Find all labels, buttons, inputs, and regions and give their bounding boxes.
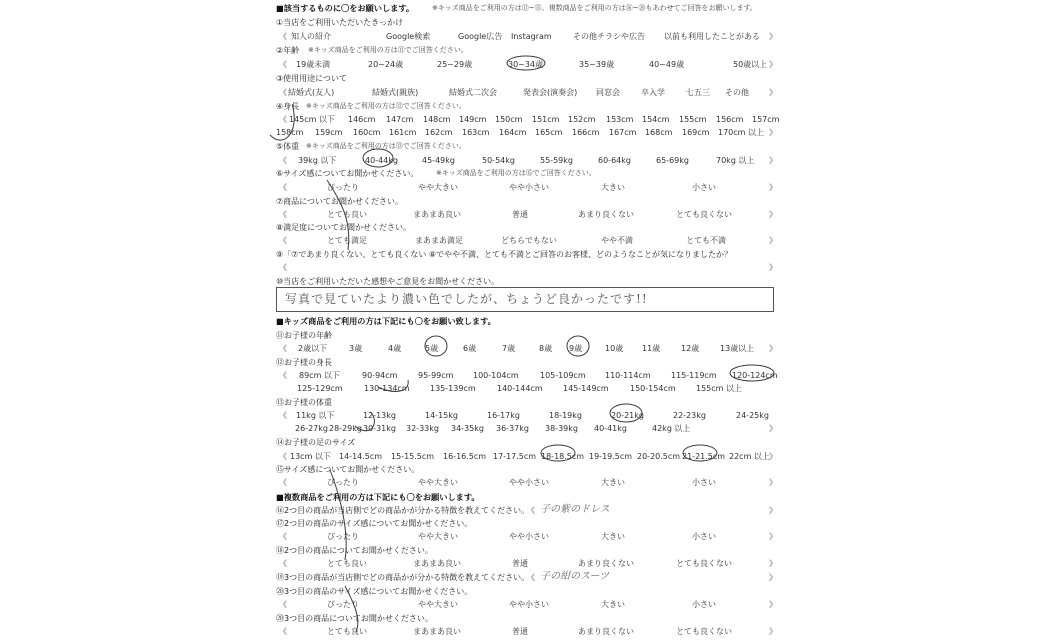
answer-option[interactable]: ぴったり	[327, 532, 359, 541]
comment-answer: 写真で見ていたより濃い色でしたが、ちょうど良かったです!!	[285, 292, 648, 306]
answer-option[interactable]: 38-39kg	[545, 424, 578, 433]
answer-option[interactable]: やや大きい	[418, 183, 458, 192]
answer-option[interactable]: 169cm	[682, 128, 710, 137]
bracket-open: 《	[279, 627, 287, 636]
answer-option[interactable]: やや小さい	[509, 478, 549, 487]
bracket-open: 《	[279, 115, 287, 124]
answer-option[interactable]: 17-17.5cm	[493, 452, 537, 461]
answer-option[interactable]: 158cm	[276, 128, 304, 137]
bracket-close: 》	[769, 627, 777, 636]
answer-option[interactable]: どちらでもない	[501, 236, 557, 245]
answer-option[interactable]: 7歳	[502, 344, 516, 353]
q18-options-row	[0, 557, 1060, 570]
q9-answer-row	[0, 261, 1060, 274]
answer-option[interactable]: やや小さい	[509, 532, 549, 541]
bracket-open: 《	[279, 344, 287, 353]
bracket-close: 》	[769, 573, 777, 582]
answer-option[interactable]: あまり良くない	[578, 559, 634, 568]
answer-option[interactable]: 19歳未満	[296, 60, 331, 69]
bracket-open: 《	[279, 183, 287, 192]
answer-option[interactable]: まあまあ良い	[413, 559, 461, 568]
answer-option[interactable]: 148cm	[423, 115, 451, 124]
bracket-close: 》	[769, 600, 777, 609]
answer-option[interactable]: 159cm	[315, 128, 343, 137]
answer-option[interactable]: 大きい	[601, 478, 625, 487]
section-title: ■複数商品をご利用の方は下記にも〇をお願いします。	[276, 492, 480, 502]
q16-row	[0, 504, 1060, 517]
answer-option[interactable]: 155cm 以上	[696, 384, 743, 393]
answer-option[interactable]: 153cm	[606, 115, 634, 124]
bracket-open: 《	[279, 236, 287, 245]
question-note: ※キッズ商品をご利用の方は⑪でご回答ください。	[308, 46, 468, 54]
answer-option[interactable]: 20~24歳	[368, 60, 404, 69]
answer-option[interactable]: 3歳	[349, 344, 363, 353]
answer-option[interactable]: 同窓会	[596, 88, 620, 97]
answer-option[interactable]: 卒入学	[641, 88, 665, 97]
answer-option[interactable]: 95-99cm	[418, 371, 454, 380]
answer-option[interactable]: 大きい	[601, 600, 625, 609]
answer-option[interactable]: 結婚式(友人)	[288, 88, 335, 97]
answer-option[interactable]: 4歳	[388, 344, 402, 353]
q1-label-row	[0, 16, 1060, 29]
q2-options-row	[0, 58, 1060, 71]
q4-label-row	[0, 100, 1060, 113]
answer-option[interactable]: 39kg 以下	[298, 156, 337, 165]
question-label: ⑨「⑦であまり良くない、とても良くない ⑧でやや不満、とても不満とご回答のお客様、どのようなことが気になりましたか？	[276, 250, 733, 259]
question-label: ④身長	[276, 102, 300, 111]
answer-option[interactable]: 35~39歳	[579, 60, 615, 69]
answer-option[interactable]: 11kg 以下	[296, 411, 335, 420]
answer-option[interactable]: とても良くない	[676, 559, 732, 568]
answer-option[interactable]: 90-94cm	[362, 371, 398, 380]
answer-option[interactable]: とても良い	[327, 559, 367, 568]
header-row	[0, 2, 1060, 15]
q15-label-row	[0, 463, 1060, 476]
q3-label-row	[0, 72, 1060, 85]
q17-options-row	[0, 530, 1060, 543]
answer-option[interactable]: 115-119cm	[671, 371, 717, 380]
answer-option[interactable]: 26-27kg	[295, 424, 328, 433]
answer-option[interactable]: 170cm 以上	[718, 128, 765, 137]
bracket-open: 《	[279, 452, 287, 461]
q1-options-row	[0, 30, 1060, 43]
answer-option[interactable]: やや大きい	[418, 532, 458, 541]
answer-option[interactable]: 24-25kg	[736, 411, 769, 420]
q13-options-row-1	[0, 409, 1060, 422]
bracket-open: 《	[279, 156, 287, 165]
answer-option[interactable]: Google検索	[386, 32, 431, 41]
q13-label-row	[0, 396, 1060, 409]
answer-option[interactable]: 20-20.5cm	[637, 452, 681, 461]
answer-option[interactable]: とても良くない	[676, 210, 732, 219]
q6-options-row	[0, 181, 1060, 194]
bracket-close: 》	[769, 263, 777, 272]
bracket-close: 》	[769, 128, 777, 137]
q8-label-row	[0, 221, 1060, 234]
answer-option[interactable]: 151cm	[532, 115, 560, 124]
answer-option[interactable]: 155cm	[679, 115, 707, 124]
answer-option[interactable]: 小さい	[692, 600, 716, 609]
bracket-close: 》	[769, 88, 777, 97]
q13-options-row-2	[0, 422, 1060, 435]
answer-option[interactable]: 165cm	[535, 128, 563, 137]
q21-options-row	[0, 625, 1060, 638]
answer-option[interactable]: とても不満	[686, 236, 726, 245]
question-label: ②年齢	[276, 46, 300, 55]
bracket-close: 》	[769, 156, 777, 165]
answer-option[interactable]: 大きい	[601, 183, 625, 192]
answer-option[interactable]: 18-18.5cm	[541, 452, 585, 461]
q21-label-row	[0, 612, 1060, 625]
answer-option[interactable]: 36-37kg	[496, 424, 529, 433]
answer-option[interactable]: 30-31kg	[363, 424, 396, 433]
answer-option[interactable]: ぴったり	[327, 183, 359, 192]
bracket-open: 《	[279, 371, 287, 380]
question-label: ⑲3つ目の商品が当店側でどの商品かが分かる特徴を教えてください。	[276, 573, 530, 582]
bracket-close: 》	[769, 183, 777, 192]
answer-option[interactable]: とても満足	[327, 236, 367, 245]
answer-option[interactable]: 50歳以上	[733, 60, 768, 69]
q20-options-row	[0, 598, 1060, 611]
answer-option[interactable]: 21-21.5cm	[682, 452, 726, 461]
answer-option[interactable]: 167cm	[609, 128, 637, 137]
bracket-open: 《	[279, 411, 287, 420]
answer-option[interactable]: 13歳以上	[720, 344, 755, 353]
answer-option[interactable]: 156cm	[716, 115, 744, 124]
answer-option[interactable]: 100-104cm	[473, 371, 519, 380]
answer-option[interactable]: 15-15.5cm	[391, 452, 435, 461]
question-label: ⑳3つ目の商品についてお聞かせください。	[276, 614, 433, 623]
question-label: ①当店をご利用いただいたきっかけ	[276, 18, 404, 27]
answer-option[interactable]: Google広告	[458, 32, 503, 41]
question-label: ⑤体重	[276, 142, 300, 151]
q17-label-row	[0, 517, 1060, 530]
bracket-open: 《	[279, 600, 287, 609]
q2-label-row	[0, 44, 1060, 57]
q14-label-row	[0, 436, 1060, 449]
q5-options-row	[0, 154, 1060, 167]
answer-option[interactable]: 150-154cm	[630, 384, 676, 393]
handwritten-answer[interactable]: 子の紫のドレス	[540, 504, 610, 515]
q12-options-row-1	[0, 369, 1060, 382]
answer-option[interactable]: あまり良くない	[578, 210, 634, 219]
question-label: ⑩当店をご利用いただいた感想やご意見をお聞かせください。	[276, 277, 500, 286]
q6-label-row	[0, 167, 1060, 180]
question-label: ⑫お子様の身長	[276, 358, 332, 367]
bracket-close: 》	[769, 32, 777, 41]
answer-option[interactable]: 16-17kg	[487, 411, 520, 420]
bracket-open: 《	[279, 478, 287, 487]
q11-label-row	[0, 329, 1060, 342]
answer-option[interactable]: 七五三	[686, 88, 710, 97]
question-label: ③使用用途について	[276, 74, 348, 83]
bracket-open: 《	[527, 506, 535, 515]
answer-option[interactable]: 32-33kg	[406, 424, 439, 433]
answer-option[interactable]: 40-44kg	[365, 156, 398, 165]
answer-option[interactable]: 130-134cm	[364, 384, 410, 393]
bracket-close: 》	[769, 424, 777, 433]
question-label: ⑰2つ目の商品のサイズ感についてお聞かせください。	[276, 519, 473, 528]
answer-option[interactable]: 168cm	[645, 128, 673, 137]
answer-option[interactable]: 40~49歳	[649, 60, 685, 69]
q19-row	[0, 571, 1060, 584]
answer-option[interactable]: 以前も利用したことがある	[664, 32, 760, 41]
answer-option[interactable]: 6歳	[463, 344, 477, 353]
answer-option[interactable]: 166cm	[572, 128, 600, 137]
question-label: ⑪お子様の年齢	[276, 331, 332, 340]
answer-option[interactable]: 60-64kg	[598, 156, 631, 165]
answer-option[interactable]: とても良い	[327, 210, 367, 219]
handwritten-answer[interactable]: 子の紺のスーツ	[540, 571, 610, 582]
answer-option[interactable]: 160cm	[353, 128, 381, 137]
answer-option[interactable]: 小さい	[692, 532, 716, 541]
bracket-open: 《	[279, 88, 287, 97]
answer-option[interactable]: 125-129cm	[297, 384, 343, 393]
answer-option[interactable]: まあまあ良い	[413, 210, 461, 219]
bracket-close: 》	[769, 452, 777, 461]
answer-option[interactable]: 147cm	[386, 115, 414, 124]
answer-option[interactable]: 8歳	[539, 344, 553, 353]
answer-option[interactable]: 70kg 以上	[716, 156, 755, 165]
answer-option[interactable]: 25~29歳	[437, 60, 473, 69]
answer-option[interactable]: 30~34歳	[508, 60, 544, 69]
question-label: ⑱2つ目の商品についてお聞かせください。	[276, 546, 433, 555]
bracket-close: 》	[769, 506, 777, 515]
answer-option[interactable]: 146cm	[348, 115, 376, 124]
bracket-open: 《	[527, 573, 535, 582]
comment-box[interactable]	[276, 287, 774, 312]
q11-options-row	[0, 342, 1060, 355]
q20-label-row	[0, 585, 1060, 598]
answer-option[interactable]: Instagram	[511, 32, 552, 41]
answer-option[interactable]: 89cm 以下	[299, 371, 340, 380]
question-note: ※キッズ商品をご利用の方は⑫でご回答ください。	[306, 102, 466, 110]
answer-option[interactable]: やや大きい	[418, 600, 458, 609]
answer-option[interactable]: 小さい	[692, 478, 716, 487]
answer-option[interactable]: 大きい	[601, 532, 625, 541]
question-label: ⑯2つ目の商品が当店側でどの商品かが分かる特徴を教えてください。	[276, 506, 530, 515]
answer-option[interactable]: とても良くない	[676, 627, 732, 636]
answer-option[interactable]: 150cm	[495, 115, 523, 124]
answer-option[interactable]: その他	[725, 88, 749, 97]
answer-option[interactable]: まあまあ良い	[413, 627, 461, 636]
question-label: ⑥サイズ感についてお聞かせください。	[276, 169, 419, 178]
q3-options-row	[0, 86, 1060, 99]
q7-label-row	[0, 195, 1060, 208]
answer-option[interactable]: 34-35kg	[451, 424, 484, 433]
answer-option[interactable]: 11歳	[642, 344, 661, 353]
answer-option[interactable]: 163cm	[462, 128, 490, 137]
bracket-open: 《	[279, 263, 287, 272]
bracket-close: 》	[769, 532, 777, 541]
answer-option[interactable]: 42kg 以上	[652, 424, 691, 433]
answer-option[interactable]: 普通	[512, 210, 528, 219]
question-label: ⑭お子様の足のサイズ	[276, 438, 356, 447]
answer-option[interactable]: やや小さい	[509, 600, 549, 609]
bracket-open: 《	[279, 532, 287, 541]
answer-option[interactable]: やや小さい	[509, 183, 549, 192]
q12-label-row	[0, 356, 1060, 369]
bracket-open: 《	[279, 559, 287, 568]
q14-options-row	[0, 450, 1060, 463]
answer-option[interactable]: 結婚式二次会	[449, 88, 497, 97]
q7-options-row	[0, 208, 1060, 221]
answer-option[interactable]: 結婚式(親族)	[372, 88, 419, 97]
answer-option[interactable]: 20-21kg	[611, 411, 644, 420]
answer-option[interactable]: あまり良くない	[578, 627, 634, 636]
answer-option[interactable]: 14-15kg	[425, 411, 458, 420]
answer-option[interactable]: 162cm	[425, 128, 453, 137]
answer-option[interactable]: 12歳	[681, 344, 700, 353]
question-label: ⑮サイズ感についてお聞かせください。	[276, 465, 420, 474]
q4-options-row-1	[0, 113, 1060, 126]
answer-option[interactable]: 135-139cm	[430, 384, 476, 393]
answer-option[interactable]: 55-59kg	[540, 156, 573, 165]
answer-option[interactable]: 普通	[512, 559, 528, 568]
q9-label-row	[0, 248, 1060, 261]
answer-option[interactable]: 157cm	[752, 115, 780, 124]
answer-option[interactable]: 13cm 以下	[290, 452, 331, 461]
question-label: ⑦商品についてお聞かせください。	[276, 197, 404, 206]
answer-option[interactable]: 145-149cm	[563, 384, 609, 393]
answer-option[interactable]: やや大きい	[418, 478, 458, 487]
answer-option[interactable]: 12-13kg	[363, 411, 396, 420]
answer-option[interactable]: まあまあ満足	[415, 236, 463, 245]
bracket-close: 》	[769, 210, 777, 219]
question-label: ⑳3つ目の商品のサイズ感についてお聞かせください。	[276, 587, 473, 596]
answer-option[interactable]: 45-49kg	[422, 156, 455, 165]
answer-option[interactable]: 小さい	[692, 183, 716, 192]
answer-option[interactable]: 152cm	[568, 115, 596, 124]
q8-options-row	[0, 234, 1060, 247]
answer-option[interactable]: 120-124cm	[732, 371, 778, 380]
bracket-open: 《	[279, 60, 287, 69]
q4-options-row-2	[0, 126, 1060, 139]
answer-option[interactable]: 40-41kg	[594, 424, 627, 433]
header-note: ※キッズ商品をご利用の方は⑪~⑮、複数商品をご利用の方は⑯~⑳もあわせてご回答をお願いします。	[432, 4, 757, 12]
q18-label-row	[0, 544, 1060, 557]
kids-section-title-row	[0, 315, 1060, 328]
answer-option[interactable]: 149cm	[459, 115, 487, 124]
answer-option[interactable]: 14-14.5cm	[339, 452, 383, 461]
answer-option[interactable]: 5歳	[425, 344, 439, 353]
answer-option[interactable]: 140-144cm	[497, 384, 543, 393]
bracket-close: 》	[769, 478, 777, 487]
answer-option[interactable]: 18-19kg	[549, 411, 582, 420]
answer-option[interactable]: 65-69kg	[656, 156, 689, 165]
question-label: ⑧満足度についてお聞かせください。	[276, 223, 412, 232]
answer-option[interactable]: その他チラシや広告	[573, 32, 645, 41]
bracket-close: 》	[769, 236, 777, 245]
answer-option[interactable]: 154cm	[642, 115, 670, 124]
answer-option[interactable]: 28-29kg	[329, 424, 362, 433]
multi-section-title-row	[0, 491, 1060, 504]
answer-option[interactable]: 22-23kg	[673, 411, 706, 420]
answer-option[interactable]: 50-54kg	[482, 156, 515, 165]
answer-option[interactable]: やや不満	[601, 236, 633, 245]
answer-option[interactable]: 2歳以下	[298, 344, 328, 353]
answer-option[interactable]: 普通	[512, 627, 528, 636]
bracket-close: 》	[769, 344, 777, 353]
answer-option[interactable]: 19-19.5cm	[589, 452, 633, 461]
page-title: ■該当するものに〇をお願いします。	[276, 3, 415, 13]
bracket-close: 》	[769, 559, 777, 568]
bracket-open: 《	[279, 32, 287, 41]
answer-option[interactable]: 発表会(演奏会)	[523, 88, 578, 97]
q12-options-row-2	[0, 382, 1060, 395]
question-note: ※キッズ商品をご利用の方は⑬でご回答ください。	[306, 142, 466, 150]
answer-option[interactable]: 110-114cm	[605, 371, 651, 380]
answer-option[interactable]: 161cm	[389, 128, 417, 137]
q15-options-row	[0, 476, 1060, 489]
bracket-close: 》	[769, 60, 777, 69]
answer-option[interactable]: 105-109cm	[540, 371, 586, 380]
bracket-open: 《	[279, 210, 287, 219]
answer-option[interactable]: 9歳	[569, 344, 583, 353]
answer-option[interactable]: 22cm 以上	[729, 452, 770, 461]
question-label: ⑬お子様の体重	[276, 398, 332, 407]
answer-option[interactable]: 145cm 以下	[289, 115, 336, 124]
question-note: ※キッズ商品をご利用の方は⑮でご回答ください。	[436, 169, 596, 177]
section-title: ■キッズ商品をご利用の方は下記にも〇をお願い致します。	[276, 316, 496, 326]
answer-option[interactable]: ぴったり	[327, 478, 359, 487]
answer-option[interactable]: 10歳	[605, 344, 624, 353]
q5-label-row	[0, 140, 1060, 153]
answer-option[interactable]: 16-16.5cm	[443, 452, 487, 461]
answer-option[interactable]: 知人の紹介	[291, 32, 331, 41]
answer-option[interactable]: 164cm	[499, 128, 527, 137]
answer-option[interactable]: ぴったり	[327, 600, 359, 609]
answer-option[interactable]: とても良い	[327, 627, 367, 636]
